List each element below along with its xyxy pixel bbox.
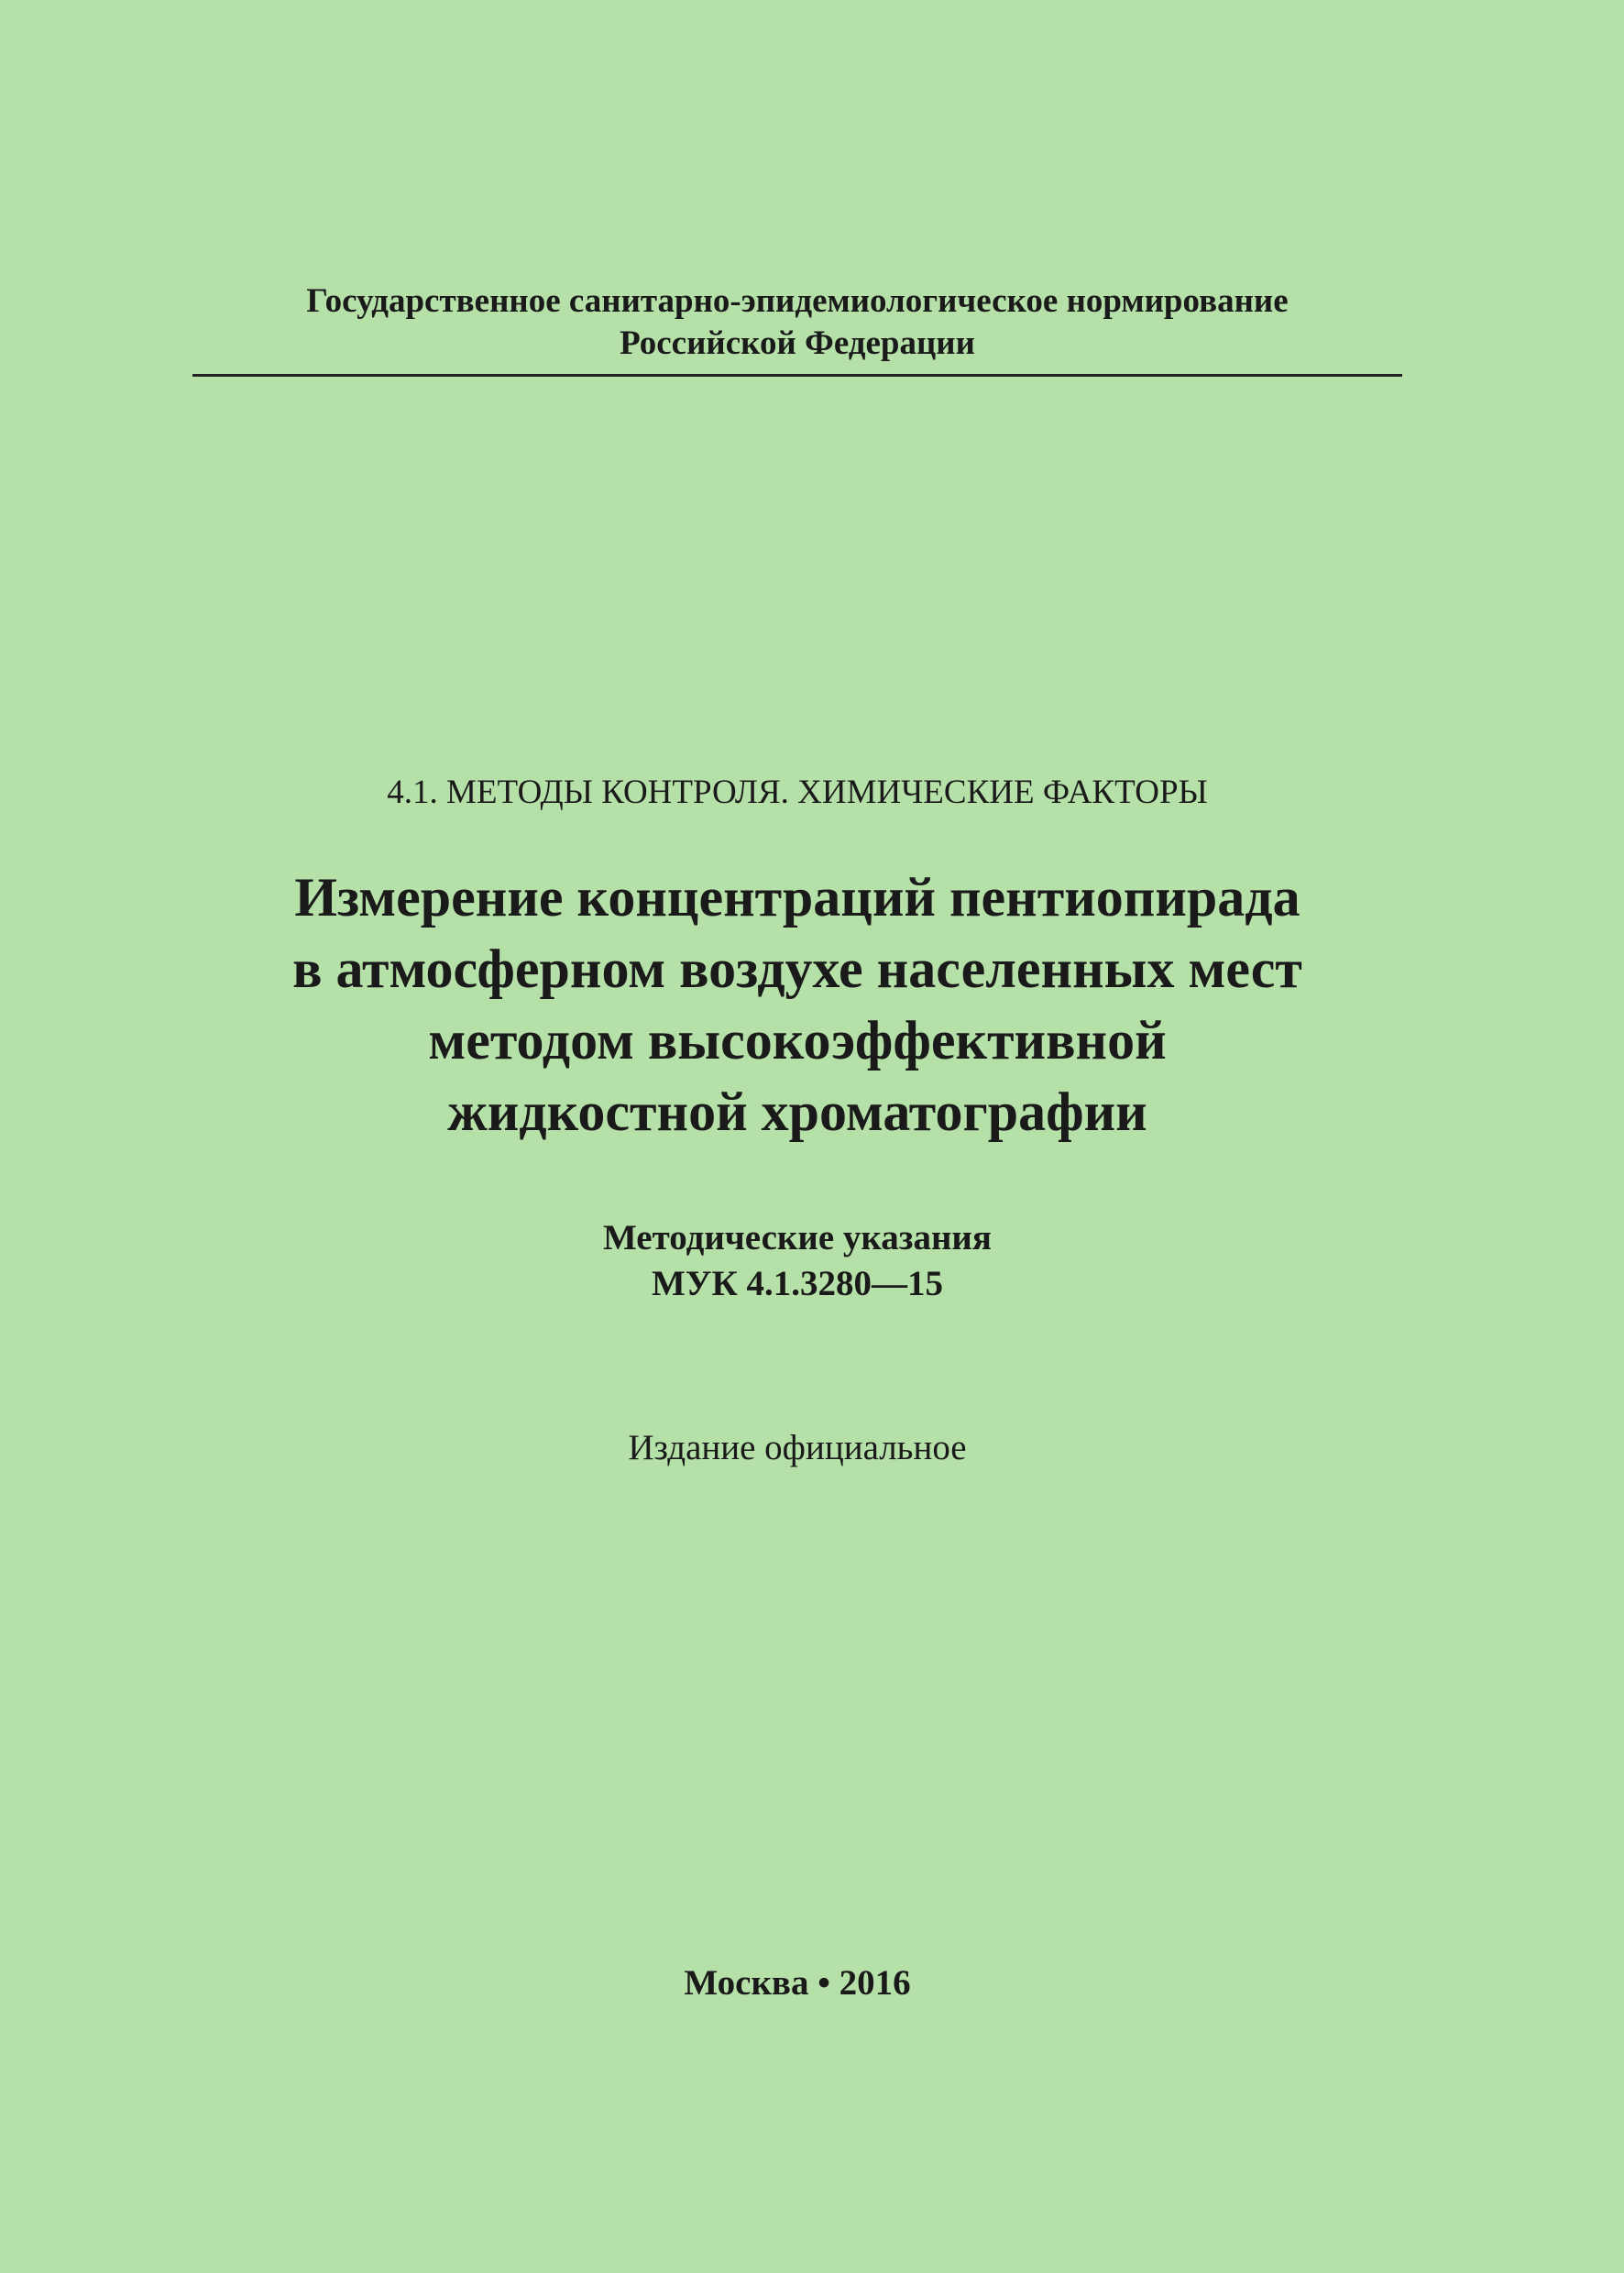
title-line-1: Измерение концентраций пентиопирада (294, 867, 1300, 928)
title-line-4: жидкостной хроматографии (447, 1082, 1147, 1142)
title-line-3: методом высокоэффективной (428, 1010, 1167, 1071)
document-code: МУК 4.1.3280—15 (652, 1264, 943, 1303)
title-line-2: в атмосферном воздухе населенных мест (292, 939, 1302, 999)
document-title (137, 862, 1457, 1147)
issuer-header (192, 280, 1402, 365)
header-divider (192, 374, 1402, 377)
publication-place-year: Москва • 2016 (684, 1963, 911, 2003)
section-category: 4.1. МЕТОДЫ КОНТРОЛЯ. ХИМИЧЕСКИЕ ФАКТОРЫ (387, 774, 1208, 811)
edition-note: Издание официальное (628, 1428, 967, 1467)
document-type: Методические указания (602, 1218, 992, 1257)
document-subtitle (275, 1215, 1320, 1307)
issuer-line-1: Государственное санитарно-эпидемиологическое нормирование (306, 282, 1289, 320)
issuer-line-2: Российской Федерации (620, 324, 975, 362)
